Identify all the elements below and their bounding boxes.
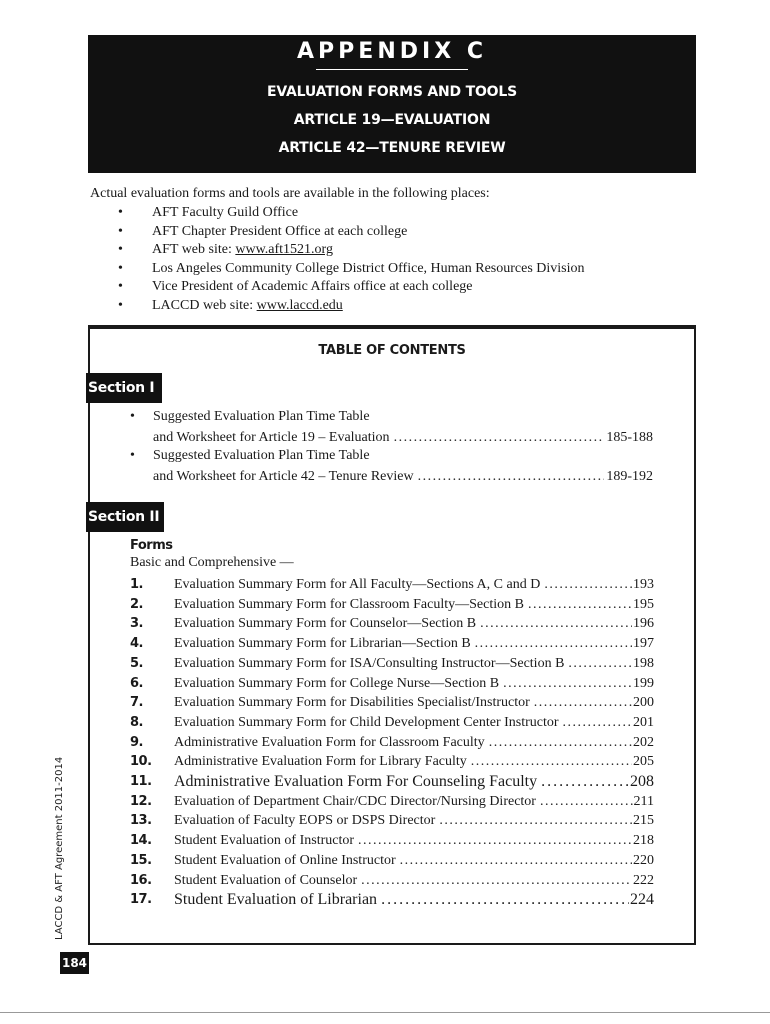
form-page: 222	[633, 872, 654, 888]
form-title: Evaluation Summary Form for Disabilities Specialist/Instructor	[174, 695, 530, 711]
form-title: Administrative Evaluation Form for Classroom Faculty	[174, 734, 485, 750]
form-number: 14.	[130, 833, 152, 849]
form-page: 224	[630, 891, 654, 909]
dot-leader	[357, 870, 632, 891]
toc-bottom-border	[88, 943, 696, 945]
form-entry[interactable]	[130, 810, 654, 831]
form-title: Student Evaluation of Online Instructor	[174, 852, 396, 868]
form-title: Evaluation Summary Form for ISA/Consulting Instructor—Section B	[174, 655, 565, 671]
form-title: Administrative Evaluation Form for Library Faculty	[174, 754, 467, 770]
dot-leader	[471, 633, 632, 654]
form-entry[interactable]	[130, 751, 654, 772]
list-item: • Los Angeles Community College District Office, Human Resources Division	[118, 260, 585, 276]
dot-leader	[537, 771, 629, 792]
form-title: Evaluation Summary Form for Classroom Faculty—Section B	[174, 596, 524, 612]
dot-leader	[559, 712, 632, 733]
dot-leader	[354, 830, 632, 851]
subtitle-article-19: ARTICLE 19—EVALUATION	[293, 112, 491, 128]
form-title: Evaluation Summary Form for Librarian—Section B	[174, 636, 471, 652]
form-page: 218	[633, 833, 654, 849]
agreement-side-label: LACCD & AFT Agreement 2011-2014	[54, 756, 65, 940]
form-title: Student Evaluation of Instructor	[174, 833, 355, 849]
list-item: • Vice President of Academic Affairs office at each college	[118, 279, 473, 295]
dot-leader	[564, 653, 632, 674]
form-entry[interactable]	[130, 712, 654, 733]
form-page: 201	[633, 714, 654, 730]
subtitle-forms-tools: EVALUATION FORMS AND TOOLS	[267, 84, 517, 100]
form-page: 202	[633, 734, 654, 750]
list-item: • AFT web site: www.aft1521.org	[118, 242, 333, 258]
section1-entry2[interactable]: and Worksheet for Article 42 – Tenure Review . . . 189-192	[153, 467, 653, 486]
dot-leader	[530, 692, 632, 713]
form-number: 5.	[130, 655, 143, 671]
form-number: 15.	[130, 852, 152, 868]
toc-top-border	[88, 325, 696, 329]
form-number: 8.	[130, 714, 143, 730]
form-entry[interactable]	[130, 673, 654, 694]
list-item: • AFT Faculty Guild Office	[118, 205, 299, 220]
form-number: 7.	[130, 695, 143, 711]
dot-leader	[536, 791, 633, 812]
dot-leader	[435, 810, 632, 831]
form-number: 16.	[130, 872, 152, 888]
form-entry[interactable]	[130, 692, 654, 713]
form-entry[interactable]	[130, 771, 654, 792]
form-entry[interactable]	[130, 850, 654, 871]
dot-leader	[540, 574, 632, 595]
form-page: 198	[633, 655, 654, 671]
forms-heading: Forms	[130, 538, 173, 553]
appendix-header	[88, 35, 696, 173]
list-item: • AFT Chapter President Office at each college	[118, 223, 408, 239]
form-number: 6.	[130, 675, 143, 691]
section1-entry2-line1: Suggested Evaluation Plan Time Table	[153, 448, 370, 463]
form-page: 196	[633, 616, 654, 632]
bullet: •	[130, 448, 135, 463]
toc-title: TABLE OF CONTENTS	[318, 343, 466, 358]
section-2-tab: Section II	[86, 502, 164, 532]
bottom-divider	[0, 1012, 770, 1013]
form-title: Evaluation of Faculty EOPS or DSPS Director	[174, 813, 436, 829]
dot-leader	[377, 889, 629, 910]
form-entry[interactable]	[130, 830, 654, 851]
dot-leader	[467, 751, 632, 772]
subtitle-article-42: ARTICLE 42—TENURE REVIEW	[278, 140, 506, 156]
bullet: •	[130, 409, 135, 424]
dot-leader	[476, 613, 632, 634]
form-page: 195	[633, 596, 654, 612]
form-number: 10.	[130, 754, 152, 770]
form-page: 215	[633, 813, 654, 829]
appendix-title: APPENDIX C	[297, 39, 487, 64]
section1-entry1-line1: Suggested Evaluation Plan Time Table	[153, 409, 370, 424]
form-entry[interactable]	[130, 633, 654, 654]
form-number: 1.	[130, 577, 143, 592]
form-entry[interactable]	[130, 594, 654, 615]
aft-website-link[interactable]: www.aft1521.org	[235, 242, 333, 258]
dot-leader	[524, 594, 632, 615]
list-item: • LACCD web site: www.laccd.edu	[118, 297, 343, 313]
form-page: 193	[633, 577, 654, 592]
toc-right-border	[694, 325, 696, 945]
toc-left-border	[88, 325, 90, 945]
intro-text: Actual evaluation forms and tools are available in the following places:	[90, 186, 490, 201]
form-title: Evaluation of Department Chair/CDC Director/Nursing Director	[174, 793, 536, 809]
form-page: 205	[633, 754, 654, 770]
form-entry[interactable]	[130, 791, 654, 812]
form-page: 199	[633, 675, 654, 691]
form-number: 13.	[130, 813, 152, 829]
form-entry[interactable]	[130, 613, 654, 634]
form-title: Evaluation Summary Form for Counselor—Section B	[174, 616, 477, 632]
dot-leader	[485, 732, 632, 753]
form-page: 208	[630, 773, 654, 790]
locations-list	[118, 204, 585, 316]
page-number: 184	[60, 952, 89, 974]
form-entry[interactable]	[130, 889, 654, 910]
form-entry[interactable]	[130, 574, 654, 595]
dot-leader	[499, 673, 632, 694]
form-title: Evaluation Summary Form for Child Development Center Instructor	[174, 714, 559, 730]
form-number: 4.	[130, 636, 143, 652]
form-entry[interactable]	[130, 732, 654, 753]
dot-leader	[396, 850, 632, 871]
form-number: 17.	[130, 892, 152, 908]
form-number: 2.	[130, 596, 143, 612]
form-entry[interactable]	[130, 653, 654, 674]
form-entry[interactable]	[130, 870, 654, 891]
form-page: 211	[633, 793, 654, 809]
form-page: 200	[633, 695, 654, 711]
form-page: 197	[633, 636, 654, 652]
section1-entry1[interactable]: and Worksheet for Article 19 – Evaluation . . . 185-188	[153, 428, 653, 447]
form-title: Administrative Evaluation Form For Counseling Faculty	[174, 773, 538, 790]
laccd-website-link[interactable]: www.laccd.edu	[256, 297, 343, 313]
form-page: 220	[633, 852, 654, 868]
section-1-tab: Section I	[86, 373, 162, 403]
form-number: 9.	[130, 734, 143, 750]
form-number: 11.	[130, 774, 152, 789]
form-title: Evaluation Summary Form for All Faculty—Sections A, C and D	[174, 577, 541, 592]
title-underline	[316, 69, 468, 70]
form-title: Evaluation Summary Form for College Nurse—Section B	[174, 675, 500, 691]
forms-subheading: Basic and Comprehensive —	[130, 555, 294, 570]
form-number: 12.	[130, 793, 152, 809]
form-title: Student Evaluation of Counselor	[174, 872, 358, 888]
form-title: Student Evaluation of Librarian	[174, 891, 378, 909]
form-number: 3.	[130, 616, 143, 632]
